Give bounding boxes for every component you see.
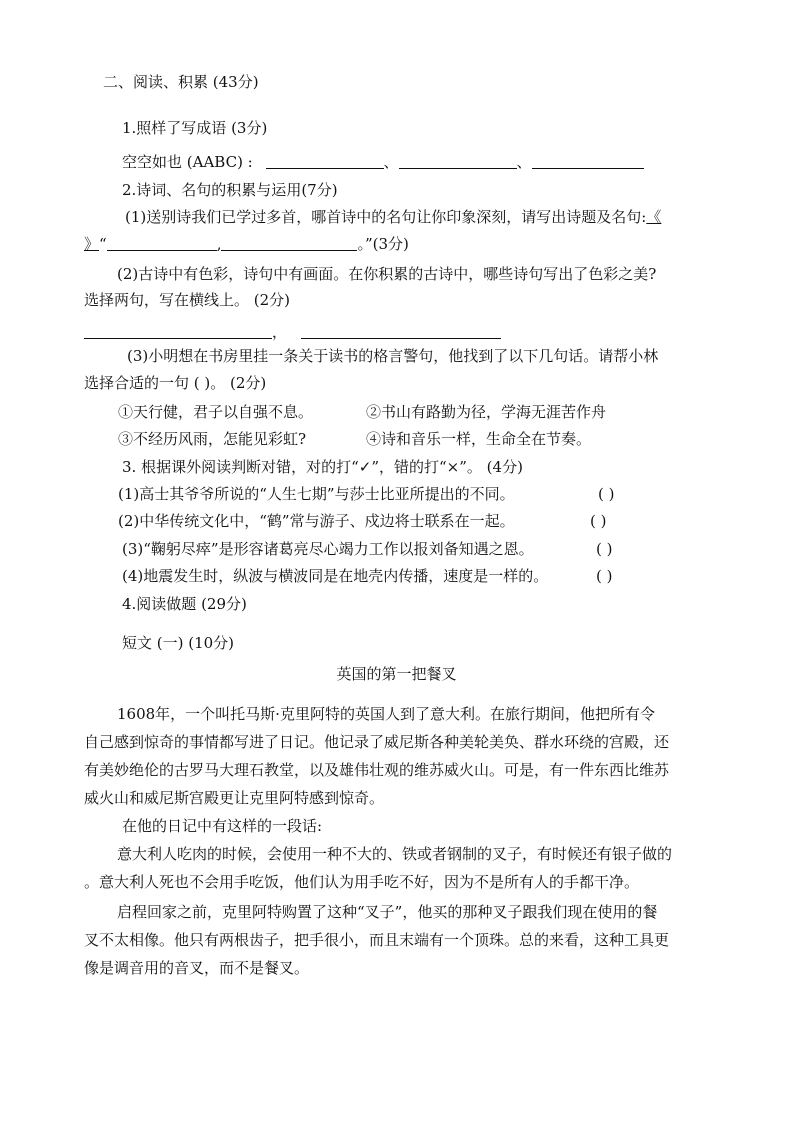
answer-blank[interactable] <box>532 154 644 169</box>
q2-p1-text: (1)送别诗我们已学过多首，哪首诗中的名句让你印象深刻，请写出诗题及名句: <box>125 208 647 226</box>
q4-title: 4.阅读做题 (29分) <box>122 595 247 613</box>
answer-blank[interactable] <box>399 154 517 169</box>
answer-blank[interactable] <box>301 324 501 339</box>
judge-item-4 <box>122 566 548 586</box>
q2-p1-comma: , <box>216 235 222 253</box>
passage-line: 威火山和威尼斯宫殿更让克里阿特感到惊奇。 <box>84 789 385 807</box>
q3-title-pre: 3. 根据课外阅读判断对错，对的打“ <box>122 458 359 476</box>
check-icon: ✓ <box>358 458 372 476</box>
q2-p1-open: 《 <box>646 208 662 226</box>
q2-p2-answers <box>84 322 501 342</box>
q3-title <box>122 457 523 477</box>
answer-blank[interactable] <box>107 236 217 251</box>
answer-blank[interactable] <box>221 236 357 251</box>
judge-paren-4[interactable]: ( ) <box>596 567 613 585</box>
q2-p2-line2: 选择两句，写在横线上。 (2分) <box>84 291 291 309</box>
judge-text: (4)地震发生时，纵波与横波同是在地壳内传播，速度是一样的。 <box>122 567 549 585</box>
passage-line: 启程回家之前，克里阿特购置了这种“叉子”，他买的那种叉子跟我们现在使用的餐 <box>117 903 658 921</box>
option-4: ④诗和音乐一样，生命全在节奏。 <box>366 430 592 448</box>
q3p-line1: (3)小明想在书房里挂一条关于读书的格言警句，他找到了以下几句话。请帮小林 <box>127 347 659 365</box>
judge-paren-1[interactable]: ( ) <box>598 485 615 503</box>
passage-line: 像是调音用的音叉，而不是餐叉。 <box>84 959 310 977</box>
section-title: 二、阅读、积累 (43分) <box>103 73 259 91</box>
judge-text: (2)中华传统文化中，“鹤”常与游子、戍边将士联系在一起。 <box>118 512 515 530</box>
q1-sep: 、 <box>383 153 399 171</box>
option-3: ③不经历风雨，怎能见彩虹? <box>118 430 307 448</box>
answer-blank[interactable] <box>84 324 272 339</box>
q2-p1-quote-open: “ <box>99 235 107 253</box>
option-2: ②书山有路勤为径，学海无涯苦作舟 <box>366 403 607 421</box>
q1-example: 空空如也 (AABC) : <box>122 153 253 171</box>
passage-line: 。意大利人死也不会用手吃饭，他们认为用手吃不好，因为不是所有人的手都干净。 <box>84 873 640 891</box>
passage-line: 自己感到惊奇的事情都写进了日记。他记录了威尼斯各种美轮美奂、群水环绕的宫殿，还 <box>84 733 670 751</box>
q3-title-post: ”，错的打“×”。 (4分) <box>371 458 523 476</box>
q1-line <box>122 152 644 172</box>
judge-paren-2[interactable]: ( ) <box>590 512 607 530</box>
q2-p1-end: 。”(3分) <box>357 235 409 253</box>
passage-line: 在他的日记中有这样的一段话: <box>122 817 323 835</box>
q2-p2-comma: ， <box>272 323 288 341</box>
q2-title: 2.诗词、名句的积累与运用(7分) <box>122 181 338 199</box>
option-1: ①天行健，君子以自强不息。 <box>118 403 314 421</box>
passage-title: 英国的第一把餐叉 <box>336 665 457 683</box>
judge-item-1 <box>118 484 515 504</box>
q2-p1-line2 <box>84 234 409 254</box>
judge-text: (1)高士其爷爷所说的“人生七期”与莎士比亚所提出的不同。 <box>118 485 515 503</box>
passage-line: 1608年，一个叫托马斯·克里阿特的英国人到了意大利。在旅行期间，他把所有令 <box>117 705 655 723</box>
q1-sep: 、 <box>516 153 532 171</box>
q2-p1-line1 <box>125 207 661 227</box>
passage-label: 短文 (一) (10分) <box>122 634 235 652</box>
answer-blank[interactable] <box>266 154 384 169</box>
judge-paren-3[interactable]: ( ) <box>596 540 613 558</box>
passage-line: 意大利人吃肉的时候，会使用一种不大的、铁或者钢制的叉子，有时候还有银子做的 <box>117 845 673 863</box>
q3p-line2: 选择合适的一句 ( )。 (2分) <box>84 374 267 392</box>
q2-p1-close: 》 <box>84 235 100 253</box>
passage-line: 叉不太相像。他只有两根齿子，把手很小，而且末端有一个顶珠。总的来看，这种工具更 <box>84 931 670 949</box>
judge-text: (3)“鞠躬尽瘁”是形容诸葛亮尽心竭力工作以报刘备知遇之恩。 <box>122 540 534 558</box>
passage-line: 有美妙绝伦的古罗马大理石教堂，以及雄伟壮观的维苏威火山。可是，有一件东西比维苏 <box>84 761 670 779</box>
judge-item-2 <box>118 511 515 531</box>
q2-p2-line1: (2)古诗中有色彩，诗句中有画面。在你积累的古诗中，哪些诗句写出了色彩之美? <box>117 265 657 283</box>
q1-title: 1.照样了写成语 (3分) <box>122 119 268 137</box>
judge-item-3 <box>122 539 534 559</box>
